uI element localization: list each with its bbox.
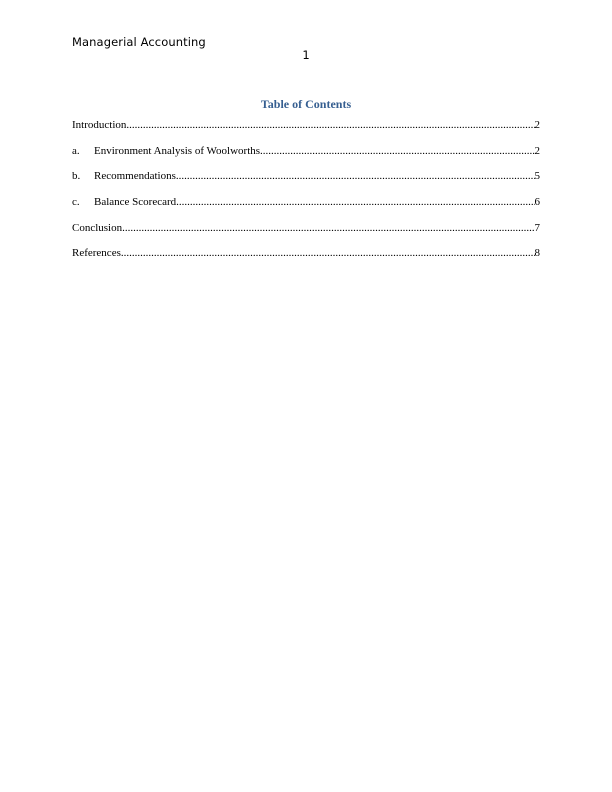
toc-entry-text: Recommendations [94, 170, 176, 182]
toc-dot-leader [176, 170, 535, 182]
toc-entry-page: 2 [534, 119, 540, 131]
toc-entry-page: 2 [534, 145, 540, 157]
running-header: Managerial Accounting [72, 35, 206, 49]
toc-dot-leader [260, 145, 534, 157]
toc-entry-marker: b. [72, 170, 81, 182]
toc-entry-marker: a. [72, 145, 80, 157]
toc-entry-conclusion[interactable] [72, 222, 540, 236]
page-number: 1 [302, 48, 310, 62]
toc-entry-text: Environment Analysis of Woolworths [94, 145, 261, 157]
toc-entry-text: Balance Scorecard [94, 196, 177, 208]
toc-entry-environment-analysis[interactable] [72, 145, 540, 159]
toc-title: Table of Contents [260, 97, 352, 111]
toc-entry-balance-scorecard[interactable] [72, 196, 540, 210]
toc-entry-introduction[interactable] [72, 119, 540, 133]
toc-entry-references[interactable] [72, 247, 540, 261]
toc-entry-text: Introduction [72, 119, 127, 131]
toc-entry-page: 6 [534, 196, 540, 208]
toc-dot-leader [122, 222, 534, 234]
toc-entry-marker: c. [72, 196, 80, 208]
toc-dot-leader [176, 196, 534, 208]
toc-entry-page: 7 [534, 222, 540, 234]
toc-dot-leader [126, 119, 534, 131]
toc-entry-page: 5 [534, 170, 540, 182]
toc-entry-page: 8 [534, 247, 540, 259]
toc-entry-text: Conclusion [72, 222, 123, 234]
toc-entry-text: References [72, 247, 121, 259]
toc-dot-leader [121, 247, 535, 259]
toc-entry-recommendations[interactable] [72, 170, 540, 184]
